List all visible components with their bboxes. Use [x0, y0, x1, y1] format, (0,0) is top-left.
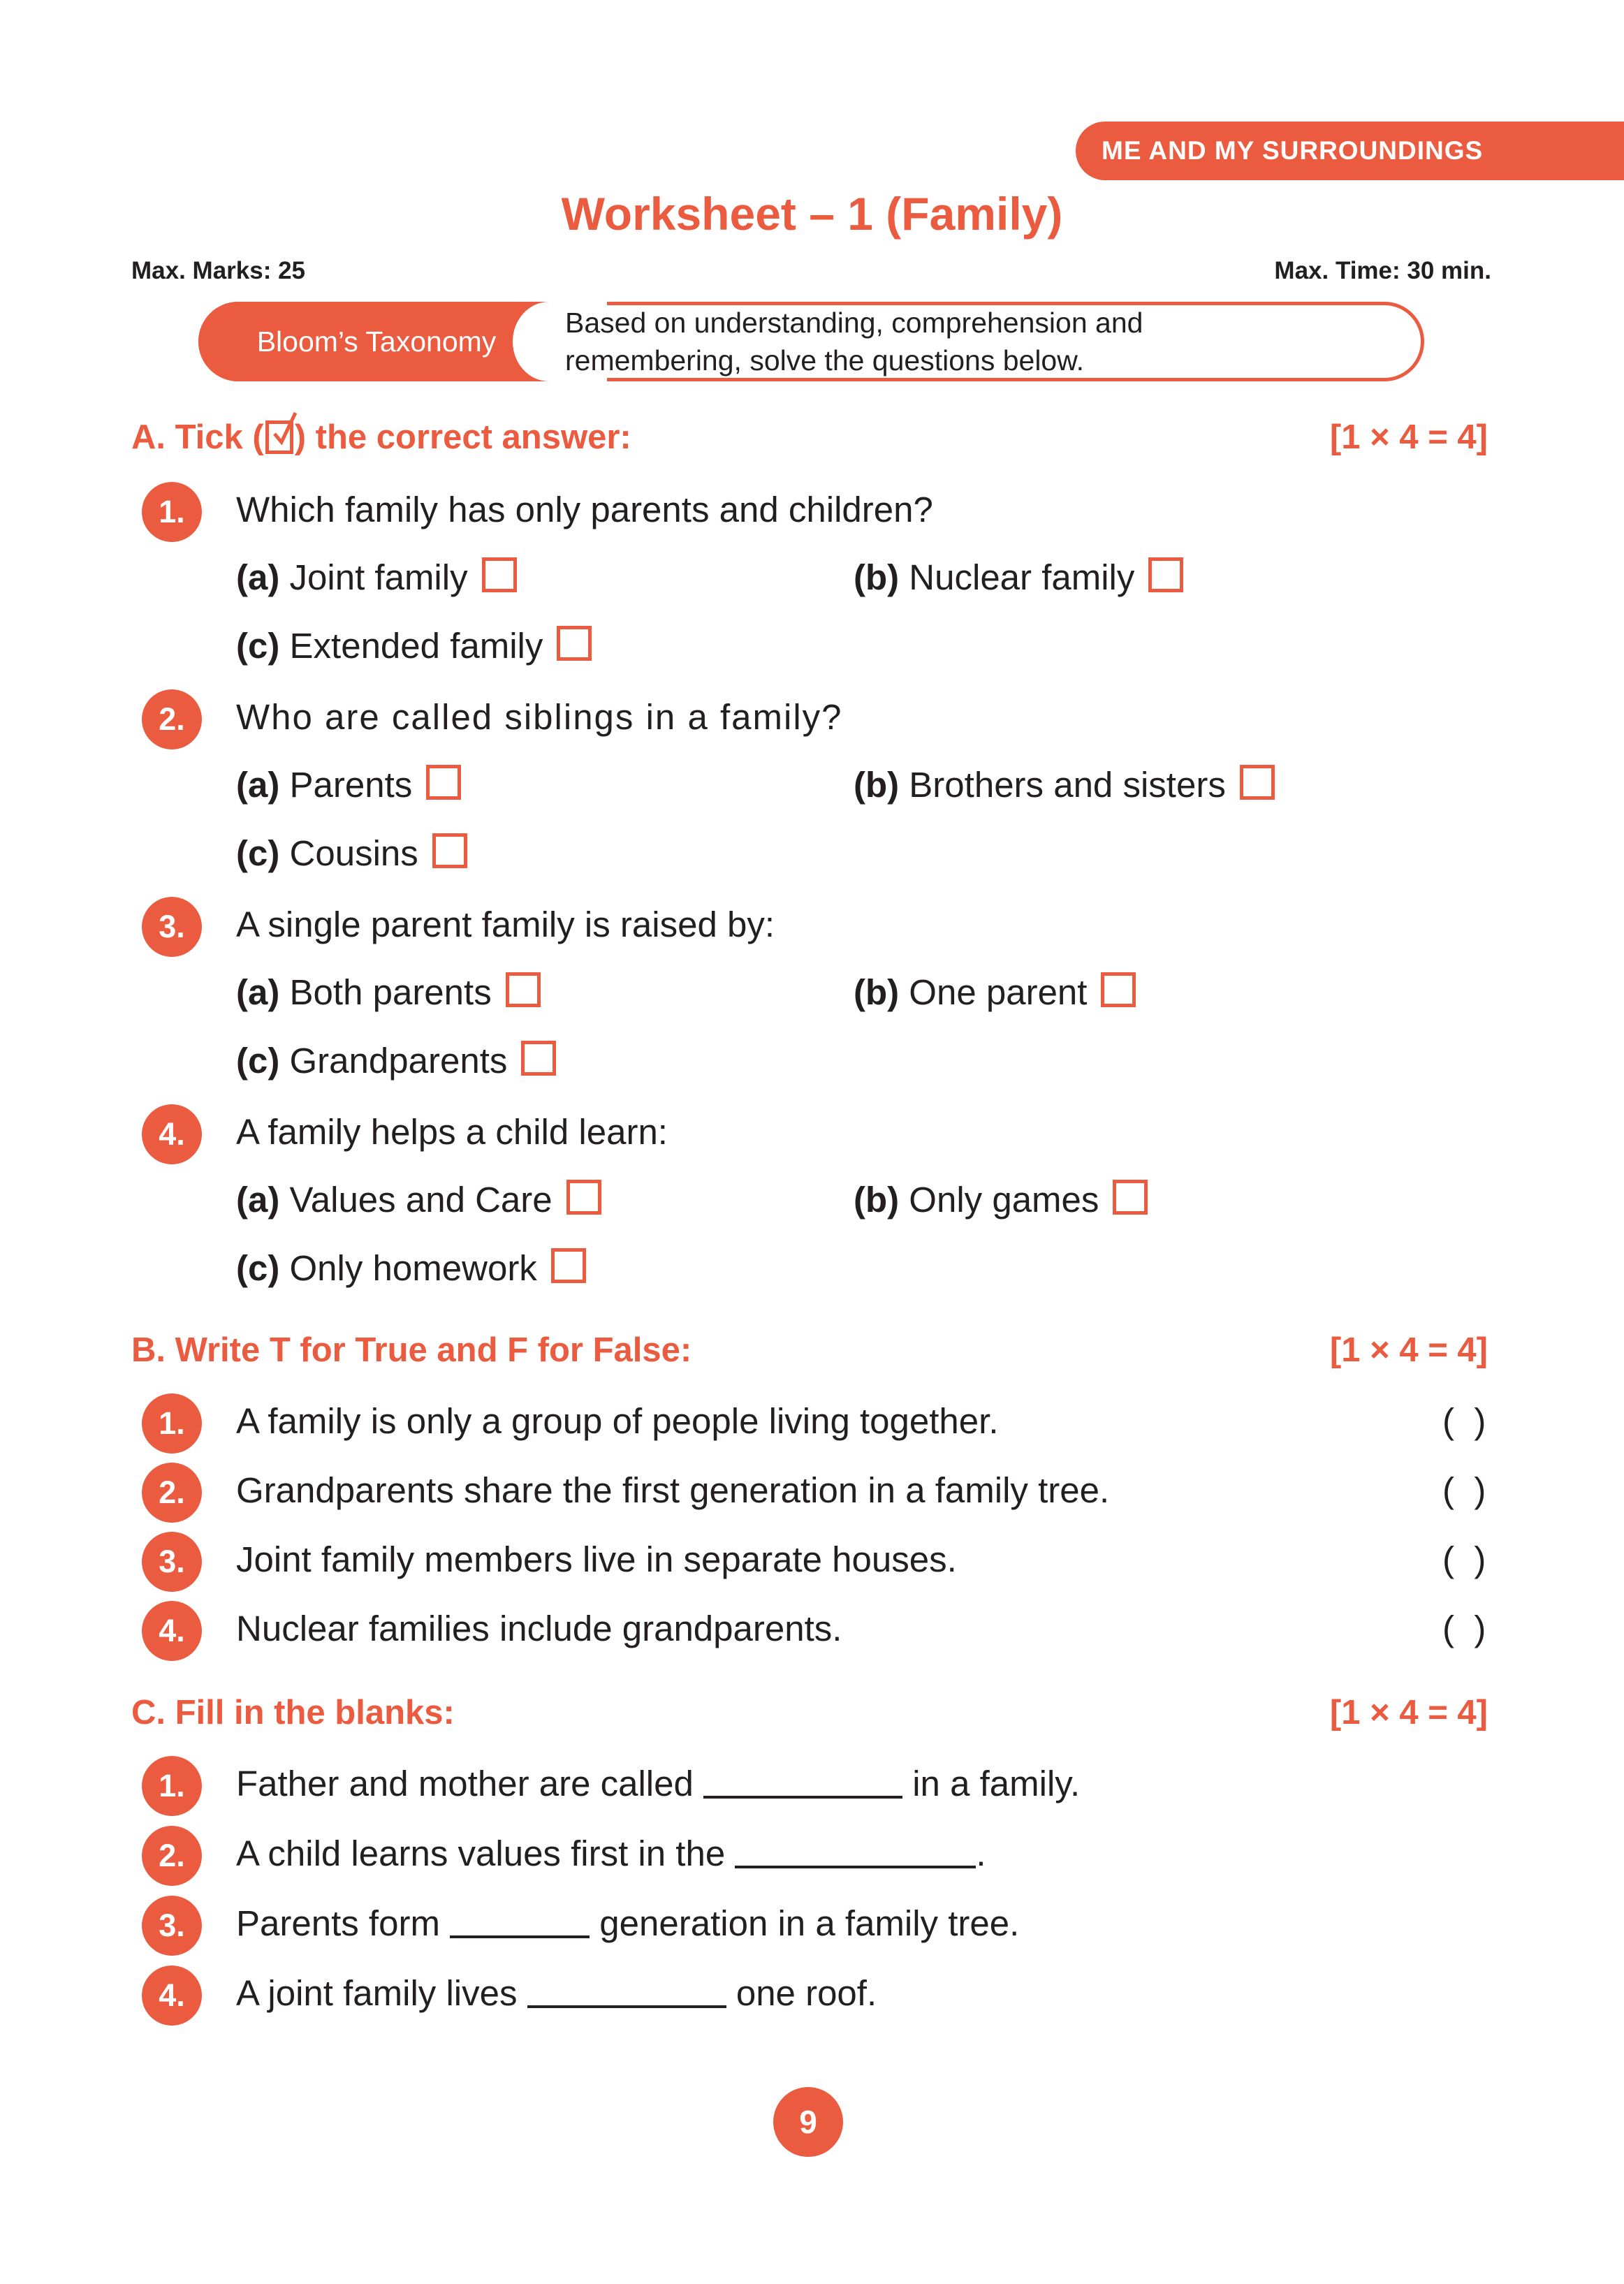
option-text: Cousins [279, 833, 418, 873]
option-text: Parents [279, 765, 413, 805]
option-a [236, 764, 461, 805]
sentence-before: Parents form [236, 1903, 451, 1943]
option-b [854, 764, 1275, 805]
statement-text: A family is only a group of people living together. [236, 1401, 999, 1441]
answer-checkbox[interactable] [557, 626, 592, 661]
option-a [236, 972, 541, 1013]
answer-checkbox[interactable] [566, 1180, 601, 1215]
tick-box-icon [265, 420, 293, 454]
section-b-heading: B. Write T for True and F for False: [131, 1331, 692, 1369]
statement-number-badge: 1. [142, 1393, 202, 1454]
answer-checkbox[interactable] [1101, 972, 1136, 1007]
max-marks: Max. Marks: 25 [131, 257, 306, 284]
max-time: Max. Time: 30 min. [1274, 257, 1491, 284]
option-a [236, 1179, 601, 1220]
section-c-heading: C. Fill in the blanks: [131, 1694, 455, 1732]
statement-text: Nuclear families include grandparents. [236, 1609, 842, 1648]
statement-number-badge: 3. [142, 1532, 202, 1592]
option-c [236, 1040, 556, 1081]
question-text: A family helps a child learn: [236, 1112, 668, 1152]
question-text: Which family has only parents and children? [236, 490, 933, 529]
option-letter: (a) [236, 1180, 280, 1220]
option-letter: (c) [236, 833, 280, 873]
bloom-taxonomy-label: Bloom’s Taxonomy [198, 302, 555, 381]
question-number-badge: 4. [142, 1104, 202, 1164]
question-number-badge: 1. [142, 482, 202, 542]
option-text: Only games [899, 1180, 1099, 1220]
answer-checkbox[interactable] [426, 765, 461, 800]
option-letter: (a) [236, 972, 280, 1012]
fill-blank-sentence [236, 1903, 1019, 1944]
option-text: Both parents [279, 972, 492, 1012]
answer-checkbox[interactable] [506, 972, 541, 1007]
answer-blank[interactable] [527, 1977, 726, 2008]
statement-text: Grandparents share the first generation in a family tree. [236, 1470, 1110, 1510]
bloom-instructions-line-1: Based on understanding, comprehension and [565, 307, 1143, 339]
section-a-heading [131, 418, 631, 457]
answer-checkbox[interactable] [551, 1248, 586, 1283]
option-letter: (b) [854, 765, 900, 805]
blank-number-badge: 2. [142, 1826, 202, 1886]
sentence-before: A child learns values first in the [236, 1833, 736, 1873]
question-text: A single parent family is raised by: [236, 905, 775, 944]
bloom-taxonomy-banner [198, 302, 1424, 381]
sentence-after: in a family. [902, 1764, 1081, 1803]
sentence-after: generation in a family tree. [590, 1903, 1020, 1943]
option-text: Grandparents [279, 1041, 508, 1081]
option-text: Values and Care [279, 1180, 553, 1220]
question-number-badge: 3. [142, 897, 202, 957]
answer-checkbox[interactable] [521, 1041, 556, 1076]
worksheet-title: Worksheet – 1 (Family) [561, 188, 1063, 240]
subject-tab: ME AND MY SURROUNDINGS [1076, 122, 1624, 180]
statement-text: Joint family members live in separate houses. [236, 1539, 957, 1579]
section-b-marks: [1 × 4 = 4] [1329, 1331, 1488, 1369]
option-letter: (b) [854, 557, 900, 597]
option-letter: (c) [236, 1041, 280, 1081]
true-false-answer[interactable]: ( ) [1442, 1539, 1486, 1579]
statement-number-badge: 4. [142, 1601, 202, 1661]
fill-blank-sentence [236, 1763, 1080, 1804]
answer-checkbox[interactable] [1148, 557, 1183, 592]
option-c [236, 1247, 586, 1289]
option-b [854, 1179, 1148, 1220]
option-text: Joint family [279, 557, 468, 597]
option-a [236, 557, 517, 598]
section-a-heading-post: ) the correct answer: [294, 418, 631, 456]
fill-blank-sentence [236, 1972, 877, 2014]
answer-checkbox[interactable] [1240, 765, 1275, 800]
sentence-before: A joint family lives [236, 1973, 527, 2013]
true-false-answer[interactable]: ( ) [1442, 1470, 1486, 1510]
answer-blank[interactable] [703, 1768, 902, 1799]
option-c [236, 625, 592, 666]
option-text: One parent [899, 972, 1088, 1012]
blank-number-badge: 1. [142, 1756, 202, 1816]
option-letter: (b) [854, 972, 900, 1012]
answer-checkbox[interactable] [432, 833, 467, 868]
sentence-after: one roof. [726, 1973, 877, 2013]
answer-blank[interactable] [450, 1908, 590, 1938]
blank-number-badge: 4. [142, 1965, 202, 2026]
section-c-marks: [1 × 4 = 4] [1329, 1694, 1488, 1732]
answer-checkbox[interactable] [482, 557, 517, 592]
section-a-marks: [1 × 4 = 4] [1329, 418, 1488, 456]
option-letter: (a) [236, 765, 280, 805]
option-text: Extended family [279, 626, 543, 666]
option-text: Only homework [279, 1248, 537, 1288]
sentence-after: . [976, 1833, 986, 1873]
sentence-before: Father and mother are called [236, 1764, 704, 1803]
option-text: Nuclear family [899, 557, 1135, 597]
option-letter: (b) [854, 1180, 900, 1220]
question-number-badge: 2. [142, 689, 202, 749]
bloom-instructions-line-2: remembering, solve the questions below. [565, 344, 1084, 376]
section-a-heading-pre: A. Tick ( [131, 418, 264, 456]
page-number: 9 [773, 2087, 843, 2157]
option-c [236, 833, 467, 874]
option-letter: (c) [236, 626, 280, 666]
option-letter: (a) [236, 557, 280, 597]
blank-number-badge: 3. [142, 1896, 202, 1956]
true-false-answer[interactable]: ( ) [1442, 1609, 1486, 1648]
answer-checkbox[interactable] [1113, 1180, 1148, 1215]
option-b [854, 557, 1183, 598]
answer-blank[interactable] [735, 1838, 976, 1868]
statement-number-badge: 2. [142, 1463, 202, 1523]
bloom-instructions [565, 305, 1403, 378]
question-text: Who are called siblings in a family? [236, 697, 843, 737]
option-text: Brothers and sisters [899, 765, 1226, 805]
fill-blank-sentence [236, 1833, 986, 1874]
option-b [854, 972, 1136, 1013]
true-false-answer[interactable]: ( ) [1442, 1401, 1486, 1441]
option-letter: (c) [236, 1248, 280, 1288]
